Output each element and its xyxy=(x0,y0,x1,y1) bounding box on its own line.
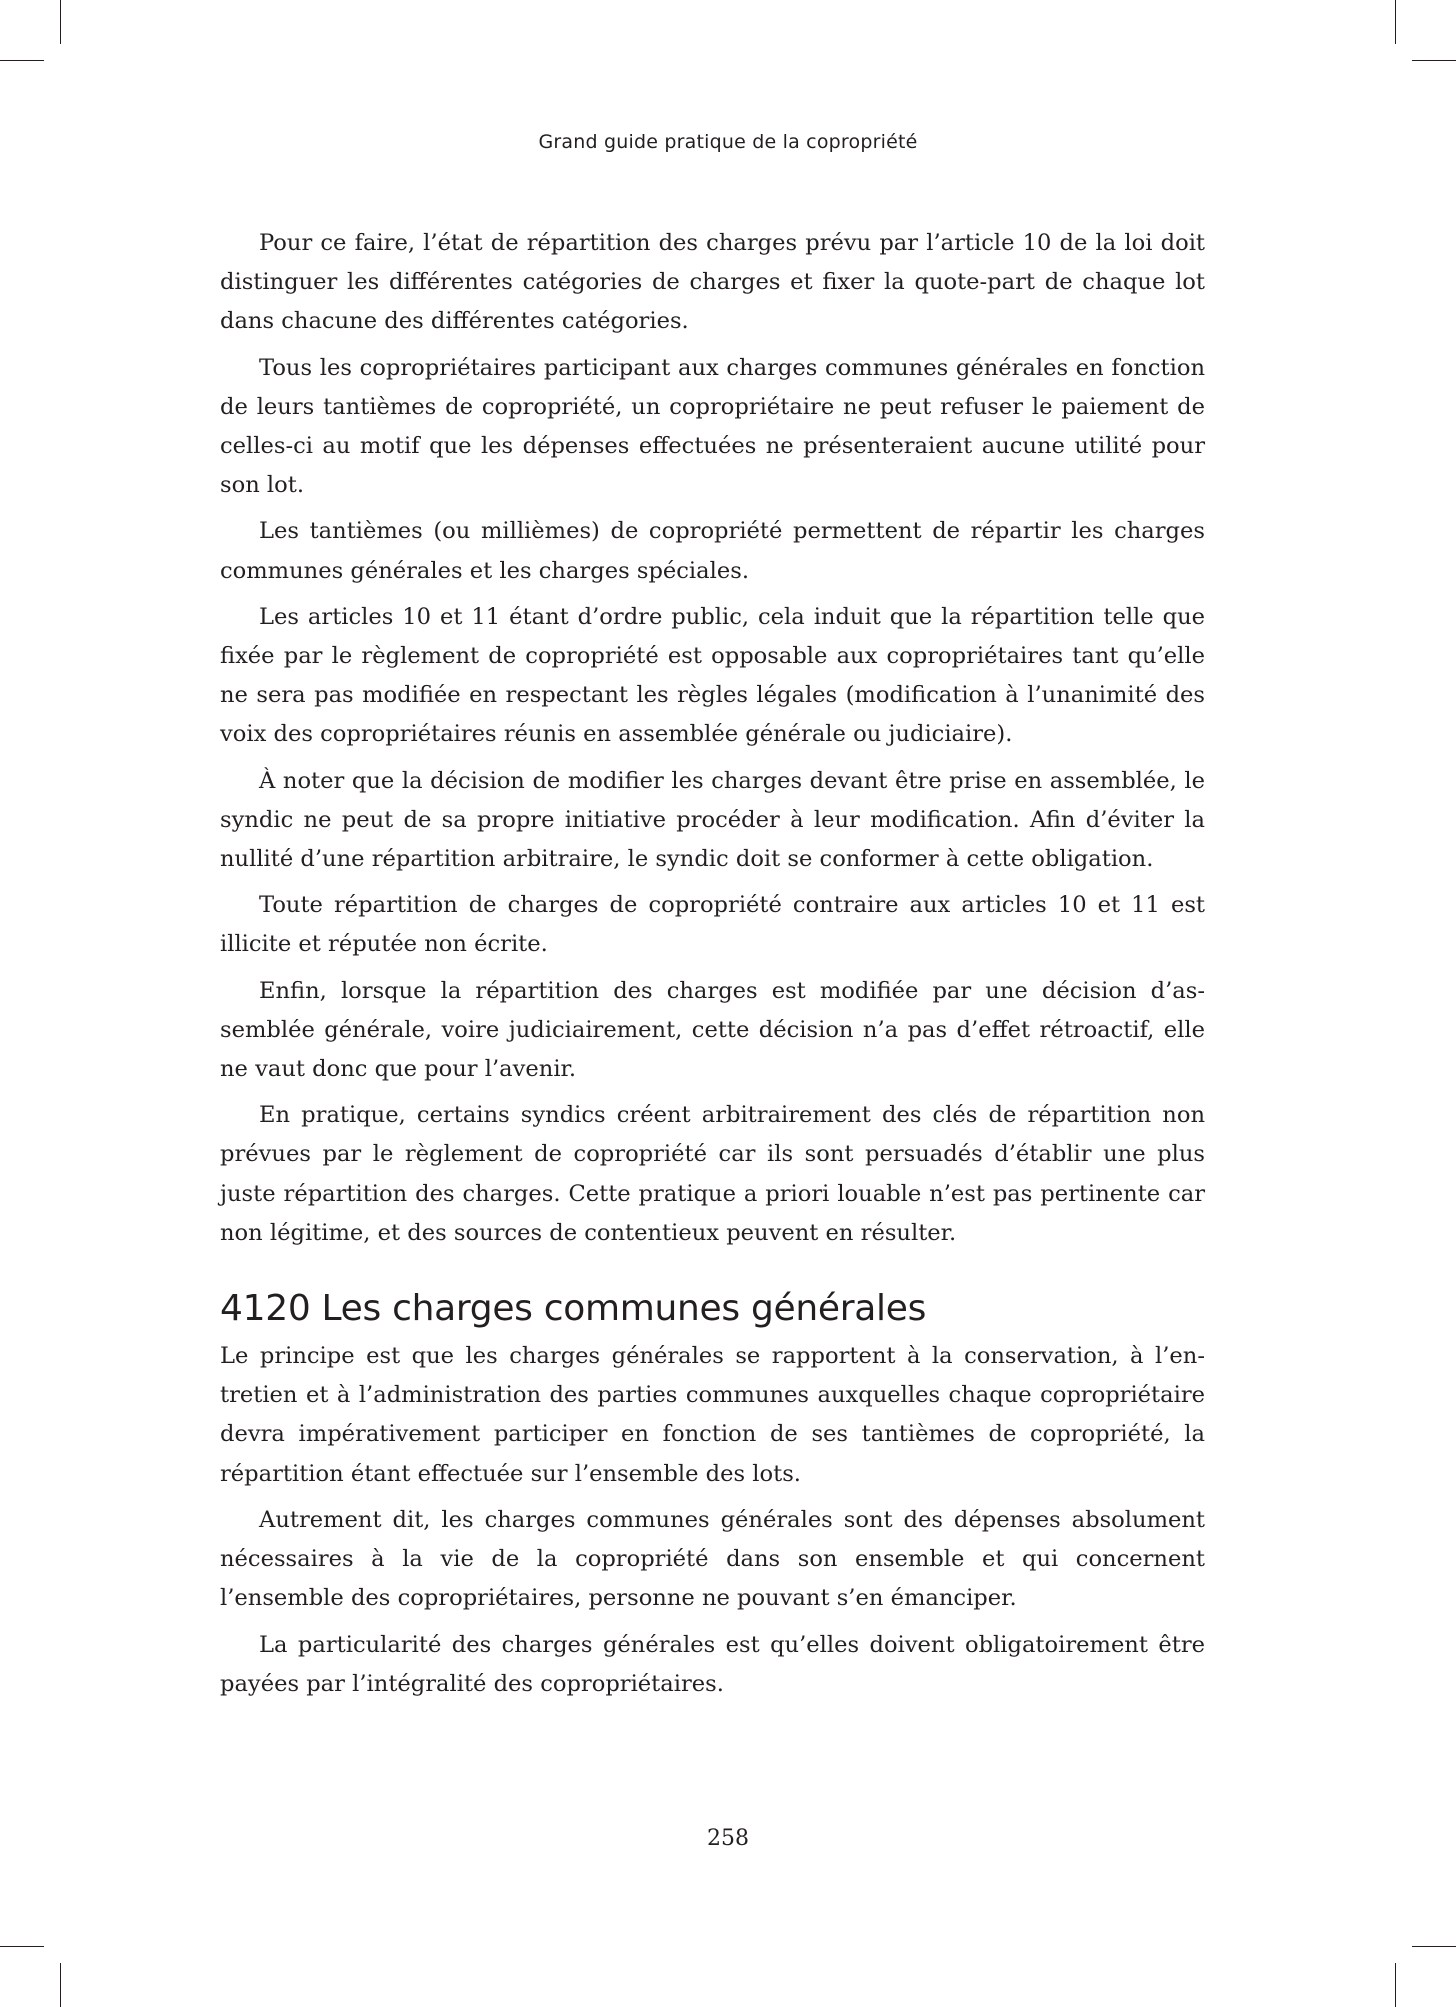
paragraph: La particularité des charges générales est qu’elles doivent obligatoirement être payées par l’intégralité des copropriétaires. xyxy=(220,1631,1205,1697)
paragraph: Autrement dit, les charges communes générales sont des dépenses absolument nécessaires à la vie de la copropriété dans son ensemble et qui concernent l’ensemble des copropriétaires, personne ne pouvant s’en émanciper. xyxy=(220,1506,1205,1612)
crop-mark-bottom-left-v xyxy=(60,1963,61,2007)
paragraph: Le principe est que les charges générales se rapportent à la conservation, à l’entretien et à l’administration des parties communes auxquelles chaque copropriétaire devra impérativement participer en fonction de ses tantièmes de copropriété, la répartition étant effectuée sur l’ensemble des lots. xyxy=(220,1343,1205,1487)
crop-mark-bottom-right-v xyxy=(1395,1963,1396,2007)
paragraph: Les tantièmes (ou millièmes) de copropriété permettent de répartir les charges communes générales et les charges spéciales. xyxy=(220,518,1205,584)
crop-mark-top-left-h xyxy=(0,60,44,61)
crop-mark-top-right-h xyxy=(1412,60,1456,61)
paragraph: À noter que la décision de modifier les charges devant être prise en assemblée, le syndic ne peut de sa propre initiative procéder à leur modification. Afin d’éviter la nullité d’une répartition arbitraire, le syndic doit se conformer à cette obligation. xyxy=(220,767,1205,873)
crop-mark-bottom-left-h xyxy=(0,1946,44,1947)
paragraph: Toute répartition de charges de copropriété contraire aux articles 10 et 11 est illicite et réputée non écrite. xyxy=(220,892,1205,958)
paragraph: Enfin, lorsque la répartition des charges est modifiée par une décision d’assemblée générale, voire judiciairement, cette décision n’a pas d’effet rétroactif, elle ne vaut donc que pour l’avenir. xyxy=(220,977,1205,1083)
paragraph: Pour ce faire, l’état de répartition des charges prévu par l’article 10 de la loi doit distinguer les différentes catégories de charges et fixer la quote-part de chaque lot dans chacune des différentes catégories. xyxy=(220,230,1205,335)
paragraph: Tous les copropriétaires participant aux charges communes générales en fonction de leurs tantièmes de copropriété, un copropriétaire ne peut refuser le paiement de celles-ci au motif que les dépenses effectuées ne présenteraient aucune utilité pour son lot. xyxy=(220,354,1205,499)
body-text xyxy=(220,224,1205,1711)
paragraph: Les articles 10 et 11 étant d’ordre public, cela induit que la répartition telle que fixée par le règlement de copropriété est opposable aux copropriétaires tant qu’elle ne sera pas modifiée en respectant les règles légales (modification à l’unanimité des voix des copropriétaires réunis en assemblée générale ou judiciaire). xyxy=(220,603,1205,748)
paragraph: En pratique, certains syndics créent arbitrairement des clés de répartition non prévues par le règlement de copropriété car ils sont persuadés d’établir une plus juste répartition des charges. Cette pratique a priori louable n’est pas pertinente car non légitime, et des sources de contentieux peuvent en résulter. xyxy=(220,1102,1205,1246)
crop-mark-top-left-v xyxy=(60,0,61,44)
crop-mark-top-right-v xyxy=(1395,0,1396,44)
page-number: 258 xyxy=(707,1826,749,1851)
crop-mark-bottom-right-h xyxy=(1412,1946,1456,1947)
section-heading: 4120 Les charges communes générales xyxy=(220,1288,927,1330)
running-head: Grand guide pratique de la copropriété xyxy=(538,131,918,153)
